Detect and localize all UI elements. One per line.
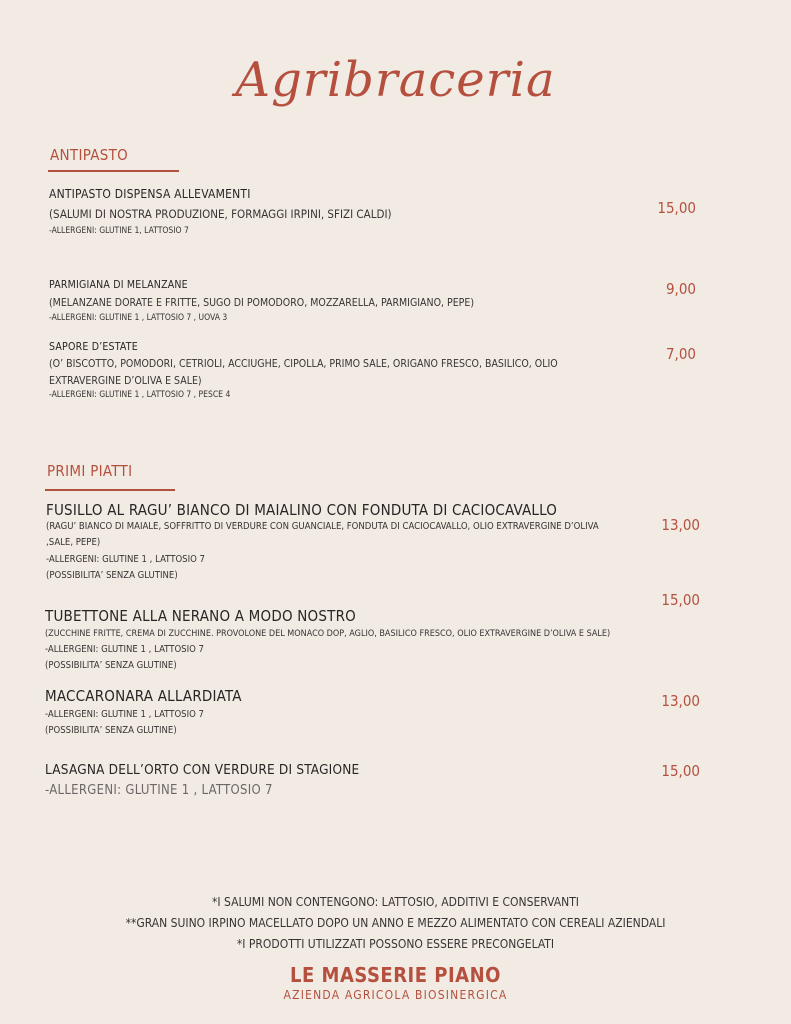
menu-item-price: 13,00	[661, 692, 700, 710]
menu-item-price: 13,00	[661, 516, 700, 534]
menu-item-allergens: -ALLERGENI: GLUTINE 1, LATTOSIO 7	[49, 226, 189, 236]
menu-item-price: 15,00	[657, 199, 696, 217]
menu-item-allergens: -ALLERGENI: GLUTINE 1 , LATTOSIO 7	[45, 644, 204, 655]
menu-item-name: SAPORE D’ESTATE	[49, 341, 138, 353]
menu-item-note: (POSSIBILITA’ SENZA GLUTINE)	[46, 570, 178, 581]
footnote: *I PRODOTTI UTILIZZATI POSSONO ESSERE PRECONGELATI	[236, 937, 555, 951]
section-divider	[45, 489, 175, 491]
brand-logo-name: LE MASSERIE PIANO	[290, 963, 501, 987]
brand-tagline: AZIENDA AGRICOLA BIOSINERGICA	[283, 988, 508, 1002]
menu-item-name: LASAGNA DELL’ORTO CON VERDURE DI STAGIONE	[45, 762, 360, 778]
menu-item-name: TUBETTONE ALLA NERANO A MODO NOSTRO	[45, 607, 356, 625]
menu-item-description: (ZUCCHINE FRITTE, CREMA DI ZUCCHINE. PROVOLONE DEL MONACO DOP, AGLIO, BASILICO FRESCO, OLIO EXTRAVERGINE D’OLIVA E SALE)	[45, 629, 611, 639]
menu-item-description: (RAGU’ BIANCO DI MAIALE, SOFFRITTO DI VERDURE CON GUANCIALE, FONDUTA DI CACIOCAVALLO, OLIO EXTRAVERGINE D’OLIVA ,SALE, PEPE)	[46, 521, 599, 548]
menu-item-description: (MELANZANE DORATE E FRITTE, SUGO DI POMODORO, MOZZARELLA, PARMIGIANO, PEPE)	[49, 297, 475, 309]
menu-item-description: (SALUMI DI NOSTRA PRODUZIONE, FORMAGGI IRPINI, SFIZI CALDI)	[49, 207, 392, 221]
footnote: *I SALUMI NON CONTENGONO: LATTOSIO, ADDITIVI E CONSERVANTI	[212, 895, 579, 909]
menu-item-allergens: -ALLERGENI: GLUTINE 1 , LATTOSIO 7 , PESCE 4	[49, 390, 231, 400]
menu-item-price: 15,00	[661, 762, 700, 780]
section-title-antipasto: ANTIPASTO	[50, 146, 129, 164]
menu-item-allergens: -ALLERGENI: GLUTINE 1 , LATTOSIO 7 , UOVA 3	[49, 313, 228, 323]
section-title-primi-piatti: PRIMI PIATTI	[47, 462, 133, 480]
section-divider	[48, 170, 179, 172]
menu-title: Agribraceria	[235, 52, 556, 108]
menu-item-name: FUSILLO AL RAGU’ BIANCO DI MAIALINO CON FONDUTA DI CACIOCAVALLO	[46, 501, 558, 519]
menu-item-description: (O’ BISCOTTO, POMODORI, CETRIOLI, ACCIUGHE, CIPOLLA, PRIMO SALE, ORIGANO FRESCO, BASILICO, OLIO EXTRAVERGINE D’OLIVA E SALE)	[49, 358, 558, 387]
menu-item-name: ANTIPASTO DISPENSA ALLEVAMENTI	[49, 187, 251, 201]
menu-item-note: (POSSIBILITA’ SENZA GLUTINE)	[45, 660, 177, 671]
footnote: **GRAN SUINO IRPINO MACELLATO DOPO UN ANNO E MEZZO ALIMENTATO CON CEREALI AZIENDALI	[125, 916, 666, 930]
menu-item-price: 9,00	[665, 280, 696, 298]
menu-item-allergens: -ALLERGENI: GLUTINE 1 , LATTOSIO 7	[46, 554, 205, 565]
menu-item-allergens: -ALLERGENI: GLUTINE 1 , LATTOSIO 7	[45, 783, 273, 798]
menu-item-name: PARMIGIANA DI MELANZANE	[49, 279, 188, 291]
menu-item-note: (POSSIBILITA’ SENZA GLUTINE)	[45, 725, 177, 736]
menu-item-name: MACCARONARA ALLARDIATA	[45, 687, 242, 705]
menu-item-price: 7,00	[665, 345, 696, 363]
menu-item-allergens: -ALLERGENI: GLUTINE 1 , LATTOSIO 7	[45, 709, 204, 720]
menu-item-price: 15,00	[661, 591, 700, 609]
